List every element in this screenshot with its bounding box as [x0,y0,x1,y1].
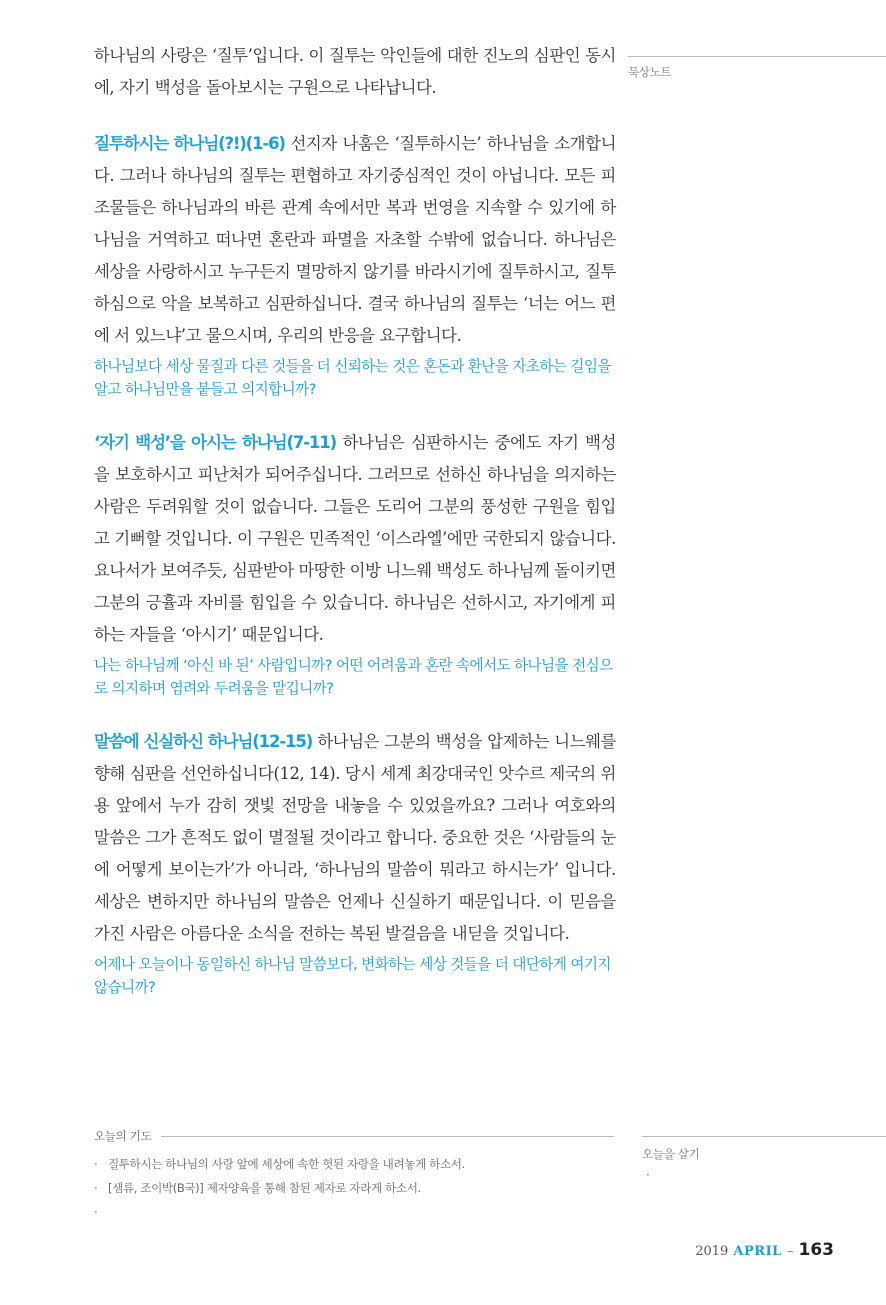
bullet-icon: · [94,1181,98,1195]
prayer-box [94,1128,614,1224]
section-body: 하나님은 심판하시는 중에도 자기 백성을 보호하시고 피난처가 되어주십니다. 그러므로 선하신 하나님을 의지하는 사람은 두려워할 것이 없습니다. 그들은 도리어 그분의 풍성한 구원을 힘입고 기뻐할 것입니다. 이 구원은 민족적인 ‘이스라엘’에만 국한되지 않습니다. 요나서가 보여주듯, 심판받아 마땅한 이방 니느웨 백성도 하나님께 돌이키면 그분의 긍휼과 자비를 힘입을 수 있습니다. 하나님은 선하시고, 자기에게 피하는 자들을 ‘아시기’ 때문입니다. [94,433,617,644]
section-paragraph [94,726,616,950]
prayer-item [94,1176,614,1200]
section-1 [94,128,616,401]
today-label: 오늘을 살기 [642,1147,700,1161]
prayer-title: 오늘의 기도 [94,1129,152,1143]
notes-sidebar [628,56,886,80]
prayer-list [94,1152,614,1224]
section-paragraph [94,427,616,651]
section-heading: 말씀에 신실하신 하나님(12-15) [94,732,313,751]
footer-year: 2019 [695,1244,729,1259]
section-3 [94,726,616,999]
prayer-item-text: 질투하시는 하나님의 사랑 앞에 세상에 속한 헛된 자랑을 내려놓게 하소서. [108,1157,465,1171]
section-paragraph [94,128,616,352]
intro-paragraph: 하나님의 사랑은 ‘질투’입니다. 이 질투는 악인들에 대한 진노의 심판인 동시에, 자기 백성을 돌아보시는 구원으로 나타납니다. [94,46,616,97]
section-2 [94,427,616,700]
reflection-question: 나는 하나님께 ‘아신 바 된’ 사람입니까? 어떤 어려움과 혼란 속에서도 하나님을 전심으로 의지하며 염려와 두려움을 맡깁니까? [94,657,613,697]
reflection-question: 어제나 오늘이나 동일하신 하나님 말씀보다, 변화하는 세상 것들을 더 대단하게 여기지 않습니까? [94,956,611,996]
section-heading: ‘자기 백성’을 아시는 하나님(7-11) [94,433,336,452]
page-footer [695,1240,834,1260]
bullet-icon: · [646,1168,650,1182]
prayer-header [94,1128,614,1144]
prayer-rule [161,1136,614,1137]
main-content [94,40,616,1025]
section-heading: 질투하시는 하나님(?!)(1-6) [94,134,285,153]
section-body: 하나님은 그분의 백성을 압제하는 니느웨를 향해 심판을 선언하십니다(12, 14). 당시 세계 최강대국인 앗수르 제국의 위용 앞에서 누가 감히 잿빛 전망을 내놓을 수 있었을까요? 그러나 여호와의 말씀은 그가 흔적도 없이 멸절될 것이라고 합니다. 중요한 것은 ‘사람들의 눈에 어떻게 보이는가’가 아니라, ‘하나님의 말씀이 뭐라고 하시는가’ 입니다. 세상은 변하지만 하나님의 말씀은 언제나 신실하기 때문입니다. 이 믿음을 가진 사람은 아름다운 소식을 전하는 복된 발걸음을 내딛을 것입니다. [94,732,616,943]
prayer-item [94,1152,614,1176]
bullet-icon: · [94,1157,98,1171]
prayer-item [94,1200,614,1224]
reflection-question: 하나님보다 세상 물질과 다른 것들을 더 신뢰하는 것은 혼돈과 환난을 자초하는 길임을 알고 하나님만을 붙들고 의지합니까? [94,358,611,398]
sidebar-rule [628,56,886,57]
today-rule [642,1136,886,1137]
page-number: 163 [798,1240,834,1260]
sidebar-label: 묵상노트 [628,65,672,79]
footer-dash: – [786,1244,794,1259]
footer-month: APRIL [733,1244,782,1259]
section-body: 선지자 나훔은 ‘질투하시는’ 하나님을 소개합니다. 그러나 하나님의 질투는 편협하고 자기중심적인 것이 아닙니다. 모든 피조물들은 하나님과의 바른 관계 속에서만 복과 번영을 지속할 수 있기에 하나님을 거역하고 떠나면 혼란과 파멸을 자초할 수밖에 없습니다. 하나님은 세상을 사랑하시고 누구든지 멸망하지 않기를 바라시기에 질투하시고, 질투하심으로 악을 보복하고 심판하십니다. 결국 하나님의 질투는 ‘너는 어느 편에 서 있느냐’고 물으시며, 우리의 반응을 요구합니다. [94,134,617,345]
prayer-item-text: [샘류, 조이박(B국)] 제자양육을 통해 참된 제자로 자라게 하소서. [108,1181,421,1195]
bullet-icon: · [94,1205,98,1219]
